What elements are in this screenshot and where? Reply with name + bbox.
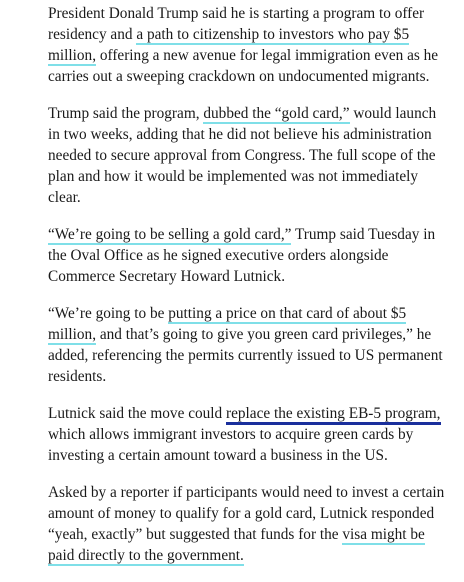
- paragraph-program-announcement: [48, 3, 448, 87]
- paragraph-text: “We’re going to be: [48, 305, 169, 322]
- paragraph-text: offering a new avenue for legal immigration even as he carries out a sweeping crackdown on undocumented migrants.: [48, 47, 439, 85]
- paragraph-text: Lutnick said the move could: [48, 405, 226, 422]
- paragraph-text: Trump said Tuesday in the Oval Office as he signed executive orders alongside Commerce Secretary Howard Lutnick.: [48, 226, 436, 285]
- paragraph-text: would launch in two weeks, adding that he did not believe his administration needed to secure approval from Congress. The full scope of the plan and how it would be implemented was not immediately clear.: [48, 105, 437, 206]
- highlighted-phrase[interactable]: visa might be paid directly to the government.: [48, 526, 425, 564]
- paragraph-eb5-replacement: [48, 403, 448, 466]
- paragraph-text: President Donald Trump said he is starting a program to offer residency and: [48, 5, 425, 43]
- highlighted-phrase[interactable]: dubbed the “gold card,”: [203, 105, 350, 122]
- paragraph-gold-card-launch: [48, 103, 448, 208]
- article-body: [48, 0, 448, 582]
- paragraph-text: and that’s going to give you green card privileges,” he added, referencing the permits currently issued to US permanent residents.: [48, 326, 443, 385]
- paragraph-price-quote: [48, 303, 448, 387]
- paragraph-text: Asked by a reporter if participants would need to invest a certain amount of money to qualify for a gold card, Lutnick responded “yeah, exactly” but suggested that funds for the: [48, 484, 445, 543]
- paragraph-funds-to-government: [48, 482, 448, 566]
- paragraph-text: which allows immigrant investors to acquire green cards by investing a certain amount toward a business in the US.: [48, 426, 414, 464]
- highlighted-phrase[interactable]: a path to citizenship to investors who pay $5 million,: [48, 26, 410, 64]
- highlighted-phrase[interactable]: “We’re going to be selling a gold card,”: [48, 226, 292, 243]
- highlighted-phrase-selected[interactable]: replace the existing EB-5 program,: [226, 405, 441, 425]
- paragraph-selling-quote: [48, 224, 448, 287]
- highlighted-phrase[interactable]: putting a price on that card of about $5 million,: [48, 305, 407, 343]
- paragraph-text: Trump said the program,: [48, 105, 204, 122]
